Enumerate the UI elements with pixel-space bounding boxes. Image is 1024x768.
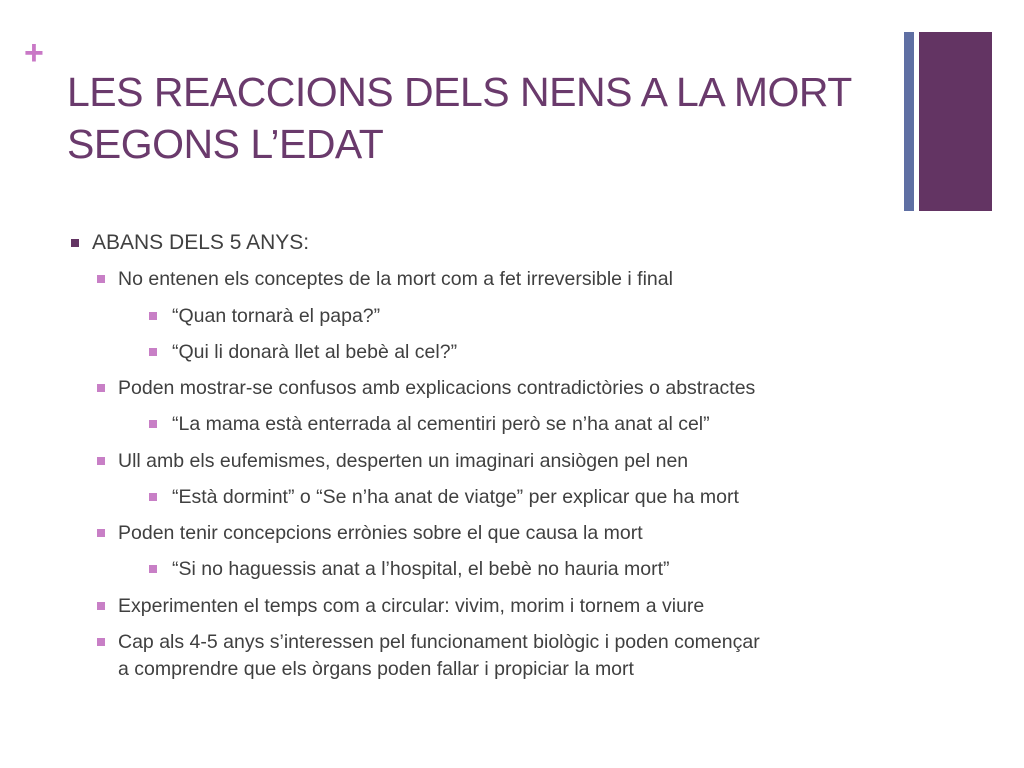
bullet-square-icon — [97, 602, 105, 610]
bullet-subitem — [172, 411, 710, 437]
bullet-square-icon — [149, 348, 157, 356]
bullet-subitem — [172, 339, 457, 365]
bullet-item — [118, 593, 704, 619]
bullet-subitem — [172, 556, 670, 582]
bullet-item — [118, 266, 673, 292]
bullet-square-icon — [97, 529, 105, 537]
bullet-text: Poden tenir concepcions errònies sobre el que causa la mort — [118, 522, 643, 544]
accent-bar-thin — [904, 32, 914, 211]
bullet-text: ABANS DELS 5 ANYS: — [92, 231, 310, 254]
bullet-square-icon — [97, 275, 105, 283]
bullet-item — [118, 448, 688, 474]
bullet-square-icon — [71, 239, 79, 247]
bullet-text: Poden mostrar-se confusos amb explicacions contradictòries o abstractes — [118, 377, 756, 399]
bullet-text: No entenen els conceptes de la mort com a fet irreversible i final — [118, 268, 673, 290]
plus-icon: + — [24, 34, 44, 72]
bullet-text: “Si no haguessis anat a l’hospital, el bebè no hauria mort” — [172, 558, 670, 580]
title-line-2: SEGONS L’EDAT — [67, 121, 384, 167]
bullet-text: “Qui li donarà llet al bebè al cel?” — [172, 341, 458, 363]
bullet-subitem — [172, 484, 739, 510]
bullet-heading — [92, 230, 309, 256]
bullet-square-icon — [97, 638, 105, 646]
bullet-square-icon — [97, 384, 105, 392]
bullet-text: Ull amb els eufemismes, desperten un imaginari ansiògen pel nen — [118, 450, 689, 472]
bullet-item — [118, 520, 643, 546]
bullet-item — [118, 375, 755, 401]
bullet-text: “Quan tornarà el papa?” — [172, 305, 381, 327]
bullet-item — [118, 629, 760, 655]
bullet-square-icon — [149, 420, 157, 428]
bullet-square-icon — [149, 493, 157, 501]
bullet-text: Experimenten el temps com a circular: vivim, morim i tornem a viure — [118, 595, 705, 617]
bullet-subitem — [172, 303, 380, 329]
bullet-square-icon — [149, 565, 157, 573]
bullet-item — [118, 656, 634, 682]
slide-title — [67, 66, 887, 170]
accent-bar-thick — [919, 32, 992, 211]
title-line-1: LES REACCIONS DELS NENS A LA MORT — [67, 69, 852, 115]
bullet-square-icon — [97, 457, 105, 465]
bullet-text: Cap als 4-5 anys s’interessen pel funcionament biològic i poden començar — [118, 631, 760, 653]
bullet-text: “Està dormint” o “Se n’ha anat de viatge” per explicar que ha mort — [172, 486, 739, 508]
bullet-square-icon — [149, 312, 157, 320]
bullet-text: “La mama està enterrada al cementiri però se n’ha anat al cel” — [172, 413, 710, 435]
bullet-text: a comprendre que els òrgans poden fallar i propiciar la mort — [118, 658, 634, 680]
